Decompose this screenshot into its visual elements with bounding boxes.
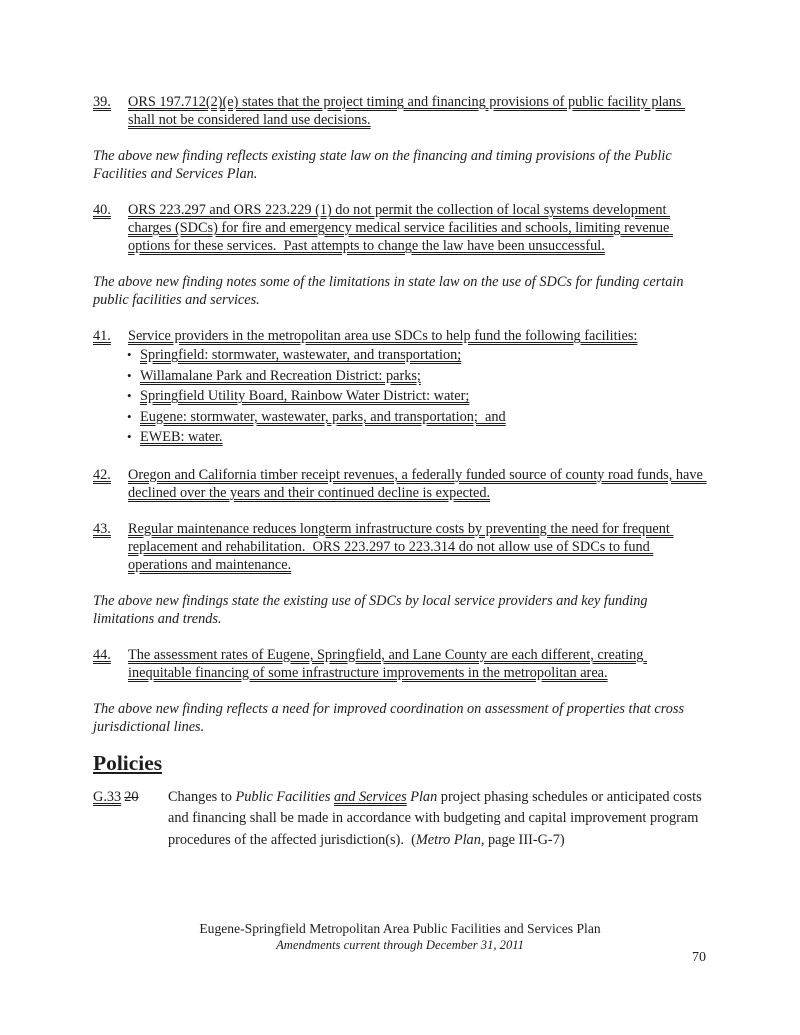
- finding-number: 41.: [93, 328, 111, 344]
- bullet-icon: •: [127, 388, 132, 403]
- bullet-text: Springfield Utility Board, Rainbow Water District: water;: [140, 388, 470, 404]
- bullet-icon: •: [127, 408, 132, 424]
- list-item: [127, 366, 707, 387]
- policy-text-segment: project phasing schedules or anticipated costs and financing shall be made in accordance with budgeting and capital improvement program procedures of the affected jurisdiction(s). (: [168, 788, 706, 848]
- finding-43: [93, 520, 707, 574]
- finding-text: Regular maintenance reduces longterm infrastructure costs by preventing the need for frequent replacement and rehabilitation. ORS 223.297 to 223.314 do not allow use of SDCs to fund operations and maintenance.: [128, 520, 674, 573]
- page-number: 70: [692, 950, 706, 965]
- commentary-paragraph: The above new finding reflects a need for improved coordination on assessment of properties that cross jurisdictional lines.: [93, 700, 688, 735]
- policy-text-italic: Public Facilities: [235, 788, 334, 805]
- finding-number: 39.: [93, 94, 111, 110]
- bullet-icon: •: [127, 429, 132, 444]
- policy-text-italic: Metro Plan,: [415, 831, 485, 848]
- bullet-text: EWEB: water.: [140, 429, 223, 445]
- finding-number: 42.: [93, 466, 111, 483]
- bullet-text: Eugene: stormwater, wastewater, parks, and transportation; and: [140, 408, 506, 425]
- commentary-paragraph: The above new finding notes some of the limitations in state law on the use of SDCs for funding certain public facilities and services.: [93, 274, 688, 308]
- bullet-icon: •: [127, 367, 132, 383]
- policy-text-segment: page III-G-7): [484, 831, 565, 848]
- page-footer: [0, 921, 800, 953]
- finding-44: [93, 646, 707, 682]
- footer-subtitle: Amendments current through December 31, 2011: [276, 938, 524, 952]
- finding-text: The assessment rates of Eugene, Springfield, and Lane County are each different, creating inequitable financing of some infrastructure improvements in the metropolitan area.: [128, 646, 647, 681]
- list-item: [127, 345, 707, 366]
- finding-42: [93, 466, 707, 502]
- policy-text-segment: Changes to: [168, 788, 236, 805]
- document-body: [93, 93, 707, 851]
- list-item: [127, 407, 707, 428]
- facilities-bullet-list: [93, 345, 707, 448]
- finding-40: [93, 201, 707, 255]
- finding-number: 44.: [93, 646, 111, 663]
- finding-text: ORS 223.297 and ORS 223.229 (1) do not permit the collection of local systems development charges (SDCs) for fire and emergency medical service facilities and schools, limiting revenue options for these services. Past attempts to change the law have been unsuccessful.: [128, 202, 673, 254]
- policy-number: [93, 787, 168, 852]
- list-item: [127, 427, 707, 448]
- policy-number-new: G.33: [93, 788, 122, 805]
- finding-text: Service providers in the metropolitan area use SDCs to help fund the following facilities:: [128, 328, 638, 344]
- policy-text-italic: Plan: [406, 788, 438, 805]
- finding-number: 43.: [93, 520, 111, 537]
- bullet-text: Springfield: stormwater, wastewater, and transportation;: [140, 347, 462, 363]
- policy-number-old-deleted: 20: [124, 788, 139, 805]
- commentary-paragraph: The above new findings state the existing use of SDCs by local service providers and key funding limitations and trends.: [93, 592, 652, 627]
- bullet-text: Willamalane Park and Recreation District: parks;: [140, 367, 421, 384]
- policy-text: [168, 787, 707, 852]
- policy-g33: [93, 787, 707, 852]
- finding-41: [93, 327, 707, 345]
- policy-inserted-phrase: and Services: [333, 788, 407, 805]
- commentary-paragraph: The above new finding reflects existing state law on the financing and timing provisions of the Public Facilities and Services Plan.: [93, 148, 676, 182]
- finding-text: Oregon and California timber receipt revenues, a federally funded source of county road funds, have declined over the years and their continued decline is expected.: [128, 466, 707, 501]
- finding-number: 40.: [93, 202, 111, 218]
- footer-title: Eugene-Springfield Metropolitan Area Public Facilities and Services Plan: [199, 921, 601, 936]
- bullet-icon: •: [127, 347, 132, 362]
- list-item: [127, 386, 707, 407]
- finding-39: [93, 93, 707, 129]
- finding-text: ORS 197.712(2)(e) states that the project timing and financing provisions of public facility plans shall not be considered land use decisions.: [128, 94, 686, 128]
- policies-heading: Policies: [93, 750, 163, 775]
